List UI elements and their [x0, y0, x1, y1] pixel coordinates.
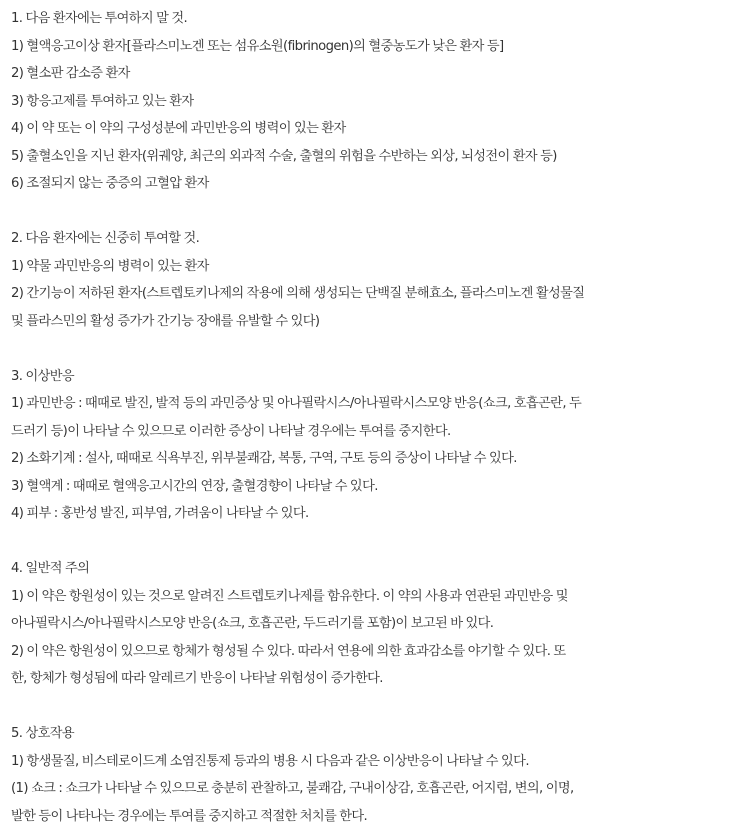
spacer — [11, 335, 737, 363]
text-line: 3) 항응고제를 투여하고 있는 환자 — [11, 88, 737, 116]
text-line: 5) 출혈소인을 지닌 환자(위궤양, 최근의 외과적 수술, 출혈의 위험을 수반하는 외상, 뇌성전이 환자 등) — [11, 143, 737, 171]
text-line: 발한 등이 나타나는 경우에는 투여를 중지하고 적절한 처치를 한다. — [11, 803, 737, 830]
spacer — [11, 693, 737, 721]
text-line: 2) 소화기계 : 설사, 때때로 식욕부진, 위부불쾌감, 복통, 구역, 구토 등의 증상이 나타날 수 있다. — [11, 445, 737, 473]
spacer — [11, 528, 737, 556]
text-line: 한, 항체가 형성됨에 따라 알레르기 반응이 나타날 위험성이 증가한다. — [11, 665, 737, 693]
section-heading: 2. 다음 환자에는 신중히 투여할 것. — [11, 225, 737, 253]
section-general-precautions — [11, 555, 737, 693]
text-line: 2) 간기능이 저하된 환자(스트렙토키나제의 작용에 의해 생성되는 단백질 분해효소, 플라스미노겐 활성물질 — [11, 280, 737, 308]
section-interactions — [11, 720, 737, 830]
text-line: (1) 쇼크 : 쇼크가 나타날 수 있으므로 충분히 관찰하고, 불쾌감, 구내이상감, 호흡곤란, 어지럼, 변의, 이명, — [11, 775, 737, 803]
section-contraindications — [11, 5, 737, 198]
spacer — [11, 198, 737, 226]
section-heading: 1. 다음 환자에는 투여하지 말 것. — [11, 5, 737, 33]
text-line: 4) 이 약 또는 이 약의 구성성분에 과민반응의 병력이 있는 환자 — [11, 115, 737, 143]
text-line: 드러기 등)이 나타날 수 있으므로 이러한 증상이 나타날 경우에는 투여를 중지한다. — [11, 418, 737, 446]
text-line: 2) 혈소판 감소증 환자 — [11, 60, 737, 88]
section-adverse-reactions — [11, 363, 737, 528]
text-line: 및 플라스민의 활성 증가가 간기능 장애를 유발할 수 있다) — [11, 308, 737, 336]
text-line: 아나필락시스/아나필락시스모양 반응(쇼크, 호흡곤란, 두드러기를 포함)이 보고된 바 있다. — [11, 610, 737, 638]
text-line: 1) 과민반응 : 때때로 발진, 발적 등의 과민증상 및 아나필락시스/아나필락시스모양 반응(쇼크, 호흡곤란, 두 — [11, 390, 737, 418]
section-heading: 4. 일반적 주의 — [11, 555, 737, 583]
text-line: 1) 약물 과민반응의 병력이 있는 환자 — [11, 253, 737, 281]
text-line: 1) 혈액응고이상 환자[플라스미노겐 또는 섬유소원(fibrinogen)의 혈중농도가 낮은 환자 등] — [11, 33, 737, 61]
section-heading: 5. 상호작용 — [11, 720, 737, 748]
text-line: 6) 조절되지 않는 중증의 고혈압 환자 — [11, 170, 737, 198]
text-line: 1) 이 약은 항원성이 있는 것으로 알려진 스트렙토키나제를 함유한다. 이 약의 사용과 연관된 과민반응 및 — [11, 583, 737, 611]
section-heading: 3. 이상반응 — [11, 363, 737, 391]
section-careful-administration — [11, 225, 737, 335]
text-line: 3) 혈액계 : 때때로 혈액응고시간의 연장, 출혈경향이 나타날 수 있다. — [11, 473, 737, 501]
text-line: 4) 피부 : 홍반성 발진, 피부염, 가려움이 나타날 수 있다. — [11, 500, 737, 528]
text-line: 2) 이 약은 항원성이 있으므로 항체가 형성될 수 있다. 따라서 연용에 의한 효과감소를 야기할 수 있다. 또 — [11, 638, 737, 666]
text-line: 1) 항생물질, 비스테로이드계 소염진통제 등과의 병용 시 다음과 같은 이상반응이 나타날 수 있다. — [11, 748, 737, 776]
